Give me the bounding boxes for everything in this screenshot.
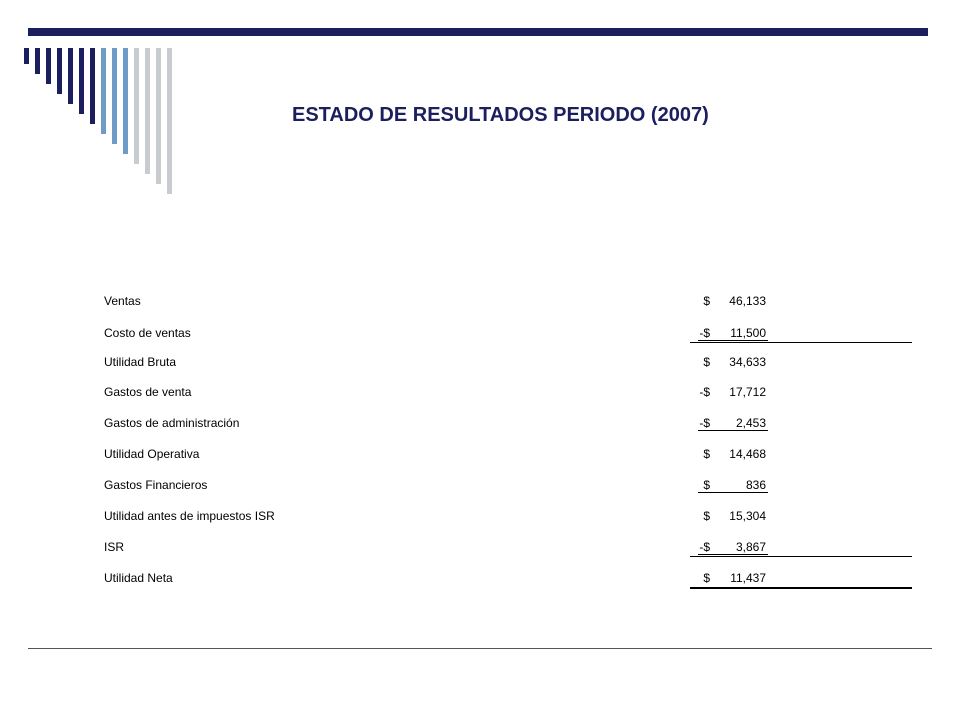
row-amount: 11,500 <box>730 326 766 340</box>
stripe-gray-1 <box>134 48 139 164</box>
stripe-navy-1 <box>24 48 29 64</box>
table-row-gastos-de-administracion <box>0 414 960 434</box>
amount-underline <box>698 430 768 431</box>
row-label: Gastos Financieros <box>104 478 208 492</box>
row-amount: 17,712 <box>729 385 766 399</box>
row-amount: 34,633 <box>729 355 766 369</box>
table-row-utilidad-antes-de-isr <box>0 507 960 527</box>
row-label: Utilidad antes de impuestos ISR <box>104 509 275 523</box>
amount-underline <box>698 340 768 341</box>
stripe-blue-1 <box>101 48 106 134</box>
row-currency-sign: $ <box>703 509 710 523</box>
footer-divider <box>28 648 932 649</box>
row-currency-sign: $ <box>703 447 710 461</box>
stripe-navy-4 <box>57 48 62 94</box>
row-amount: 3,867 <box>735 540 766 554</box>
row-amount: 14,468 <box>729 447 766 461</box>
row-label: ISR <box>104 540 125 554</box>
row-currency-sign: $ <box>703 355 710 369</box>
stripe-blue-2 <box>112 48 117 144</box>
row-amount: 2,453 <box>735 416 766 430</box>
row-label: Gastos de venta <box>104 385 192 399</box>
row-label: Ventas <box>104 294 141 308</box>
row-label: Utilidad Bruta <box>104 355 177 369</box>
subtotal-rule <box>690 342 912 343</box>
stripe-gray-4 <box>167 48 172 194</box>
table-row-utilidad-bruta <box>0 353 960 373</box>
row-currency-sign: $ <box>703 478 710 492</box>
row-label: Utilidad Operativa <box>104 447 200 461</box>
row-label: Gastos de administración <box>104 416 240 430</box>
stripe-gray-3 <box>156 48 161 184</box>
table-row-isr <box>0 538 960 558</box>
table-row-utilidad-operativa <box>0 445 960 465</box>
stripe-navy-7 <box>90 48 95 124</box>
row-label: Utilidad Neta <box>104 571 173 585</box>
subtotal-rule <box>690 556 912 557</box>
row-amount: 46,133 <box>729 294 766 308</box>
row-currency-sign: $ <box>703 294 710 308</box>
stripe-navy-6 <box>79 48 84 114</box>
amount-underline <box>698 492 768 493</box>
amount-underline <box>698 554 768 555</box>
page-title: ESTADO DE RESULTADOS PERIODO (2007) <box>292 104 709 126</box>
table-row-gastos-de-venta <box>0 383 960 403</box>
row-currency-sign: -$ <box>699 540 710 554</box>
stripe-navy-5 <box>68 48 73 104</box>
stripe-navy-2 <box>35 48 40 74</box>
total-double-rule <box>690 587 912 589</box>
top-header-bar <box>28 28 928 36</box>
table-row-ventas <box>0 292 960 312</box>
row-currency-sign: -$ <box>699 385 710 399</box>
row-currency-sign: -$ <box>699 326 710 340</box>
row-amount: 15,304 <box>729 509 766 523</box>
stripe-blue-3 <box>123 48 128 154</box>
row-amount: 836 <box>745 478 766 492</box>
table-row-utilidad-neta <box>0 569 960 589</box>
table-row-gastos-financieros <box>0 476 960 496</box>
stripe-gray-2 <box>145 48 150 174</box>
table-row-costo-de-ventas <box>0 324 960 344</box>
row-label: Costo de ventas <box>104 326 191 340</box>
stripe-navy-3 <box>46 48 51 84</box>
row-currency-sign: -$ <box>699 416 710 430</box>
row-amount: 11,437 <box>730 571 766 585</box>
row-currency-sign: $ <box>703 571 710 585</box>
